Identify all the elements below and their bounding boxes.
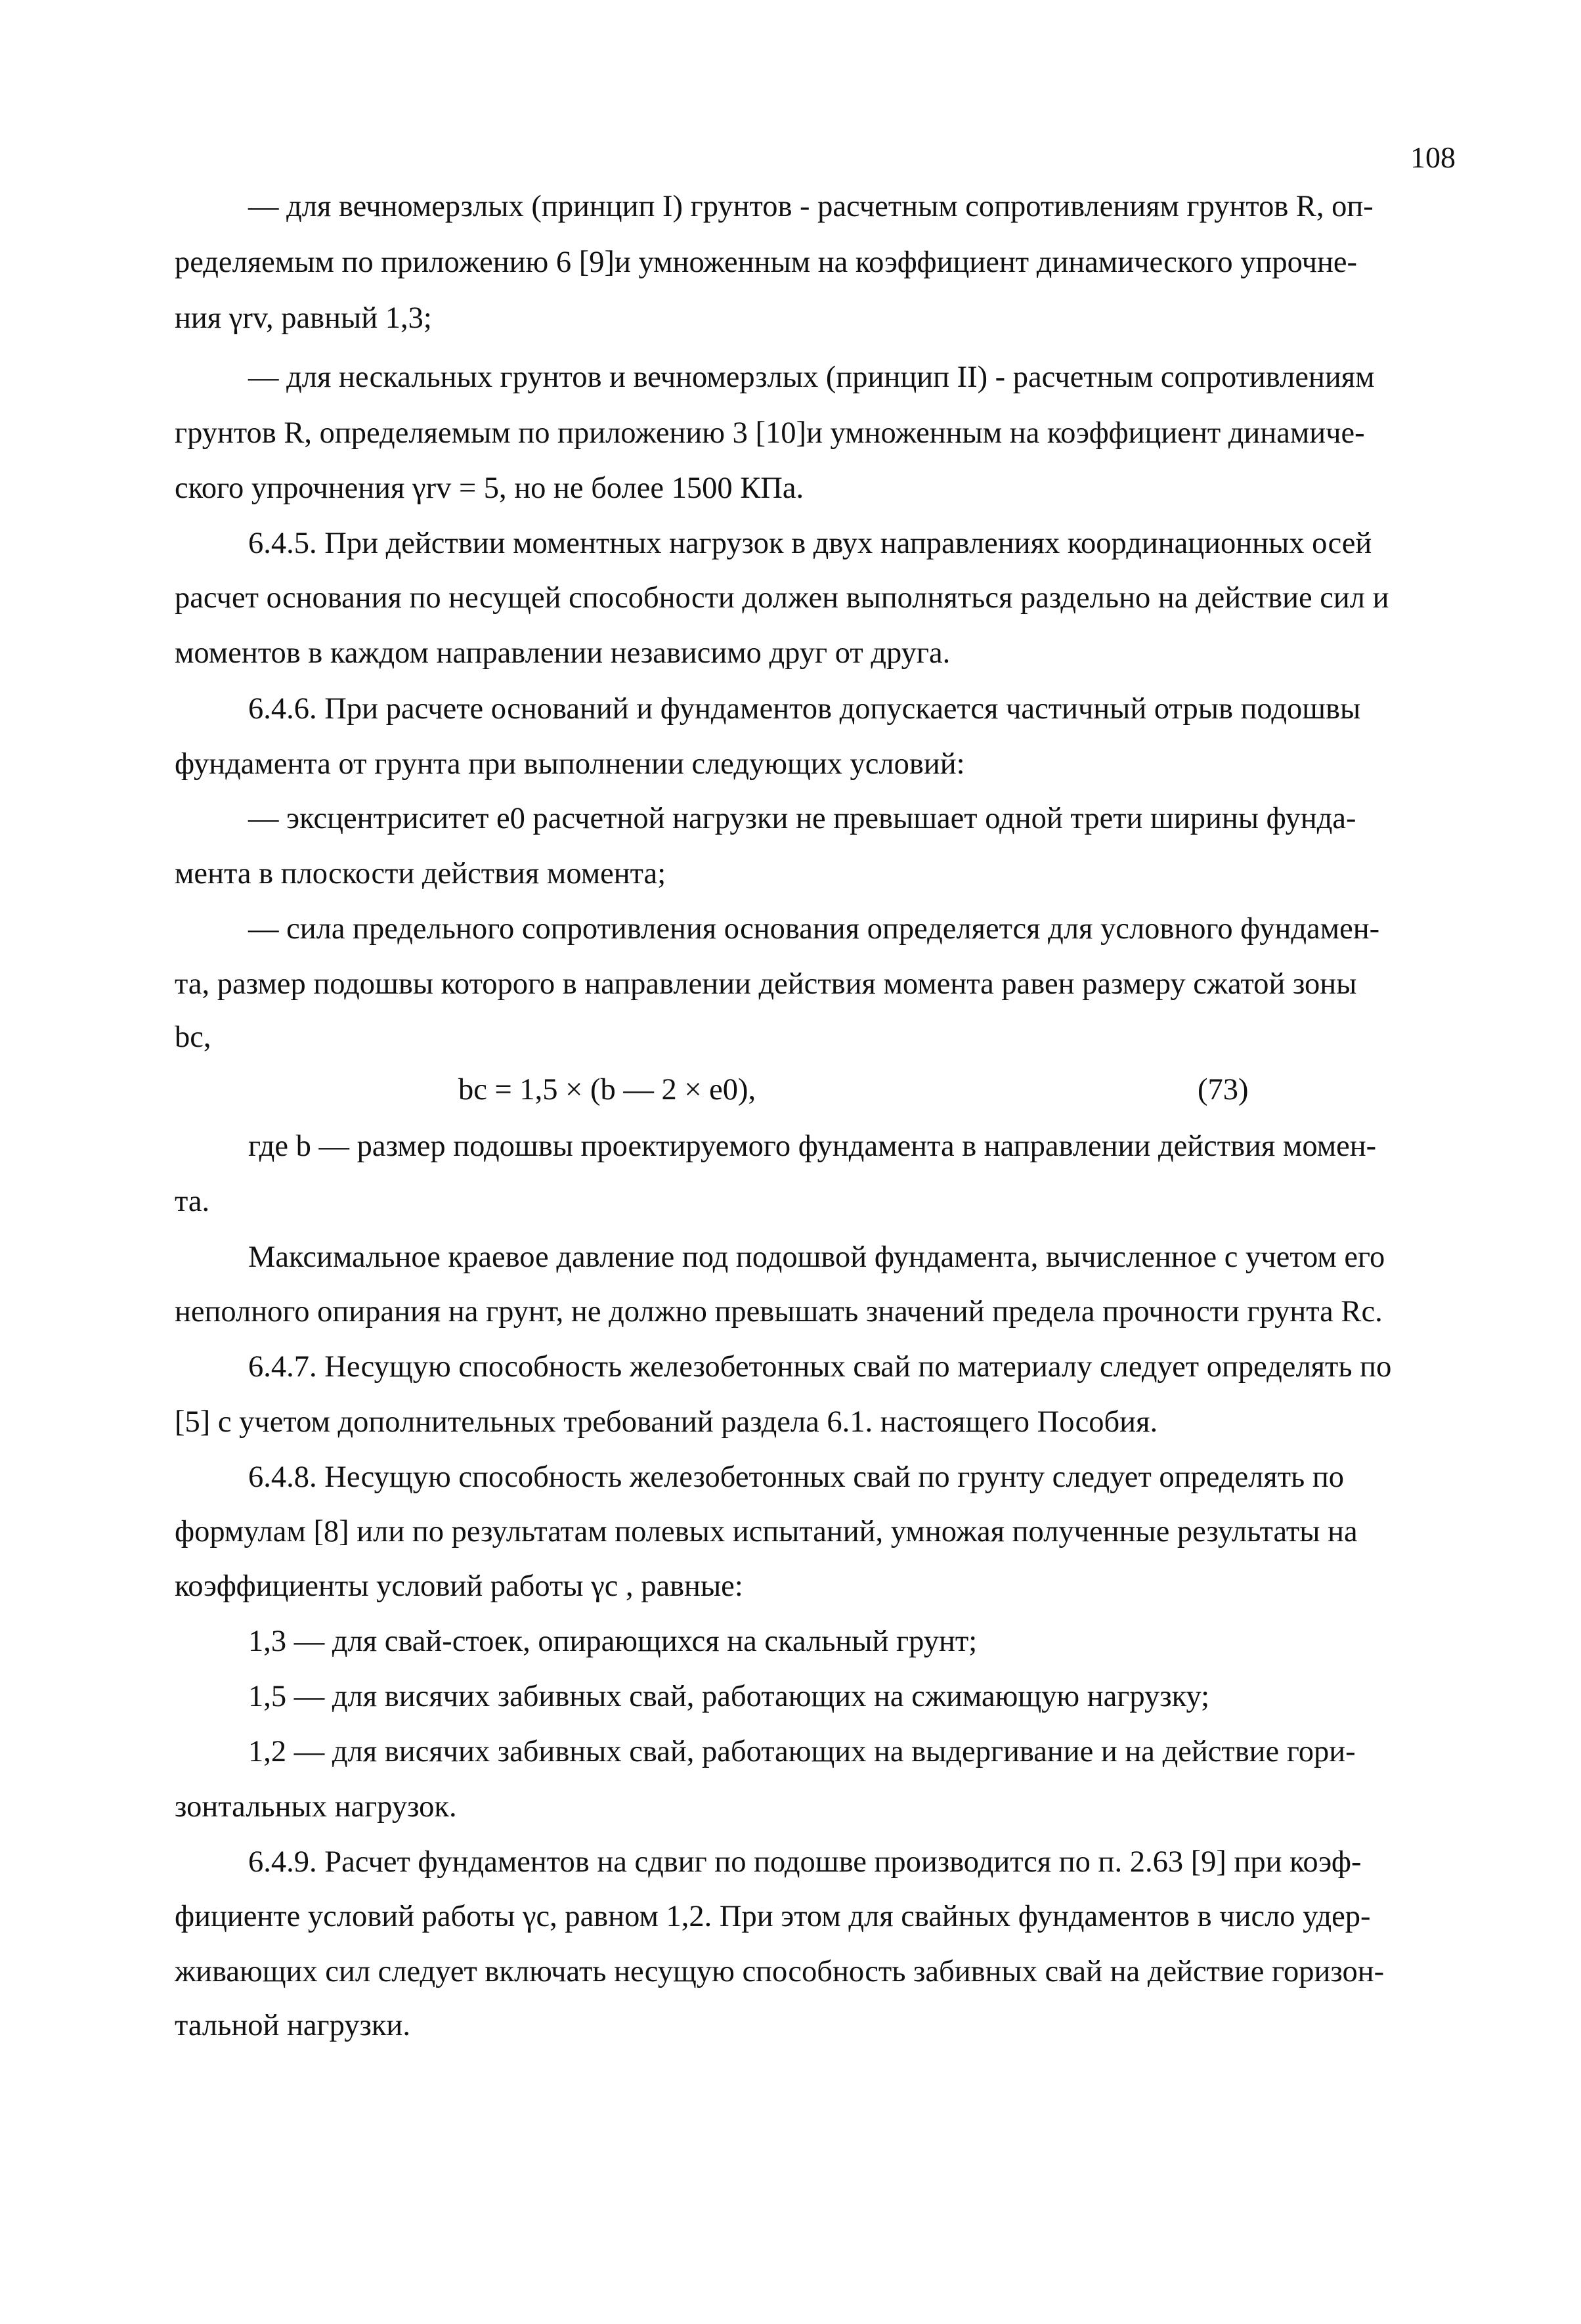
text-line: где b — размер подошвы проектируемого фундамента в направлении действия момен-	[248, 1129, 1377, 1163]
text-line: фундамента от грунта при выполнении следующих условий:	[175, 747, 965, 781]
page-number: 108	[1410, 141, 1456, 174]
text-line: ния γrv, равный 1,3;	[175, 301, 432, 335]
text-line: коэффициенты условий работы γc , равные:	[175, 1569, 743, 1603]
text-line: моментов в каждом направлении независимо друг от друга.	[175, 636, 951, 670]
text-line: живающих сил следует включать несущую способность забивных свай на действие горизон-	[175, 1955, 1385, 1988]
text-line: расчет основания по несущей способности должен выполняться раздельно на действие сил и	[175, 581, 1389, 615]
text-line: неполного опирания на грунт, не должно превышать значений предела прочности грунта Rc.	[175, 1295, 1383, 1328]
text-line: грунтов R, определяемым по приложению 3 [10]и умноженным на коэффициент динамиче-	[175, 416, 1365, 450]
text-line: 6.4.6. При расчете оснований и фундаментов допускается частичный отрыв подошвы	[248, 692, 1361, 726]
text-line: bc,	[175, 1020, 211, 1054]
text-line: 1,5 — для висячих забивных свай, работающих на сжимающую нагрузку;	[248, 1680, 1210, 1713]
text-line: — для вечномерзлых (принцип I) грунтов - расчетным сопротивлениям грунтов R, оп-	[248, 190, 1374, 223]
text-line: 1,3 — для свай-стоек, опирающихся на скальный грунт;	[248, 1625, 978, 1658]
text-line: та.	[175, 1185, 210, 1218]
text-line: — для нескальных грунтов и вечномерзлых (принцип II) - расчетным сопротивлениям	[248, 361, 1375, 394]
formula-number: (73)	[1198, 1073, 1249, 1107]
text-line: Максимальное краевое давление под подошвой фундамента, вычисленное с учетом его	[248, 1240, 1385, 1274]
text-line: 6.4.7. Несущую способность железобетонных свай по материалу следует определять по	[248, 1350, 1392, 1384]
text-line: фициенте условий работы γc, равном 1,2. При этом для свайных фундаментов в число удер-	[175, 1900, 1371, 1933]
text-line: ределяемым по приложению 6 [9]и умноженным на коэффициент динамического упрочне-	[175, 246, 1358, 279]
text-line: 6.4.9. Расчет фундаментов на сдвиг по подошве производится по п. 2.63 [9] при коэф-	[248, 1845, 1362, 1879]
text-line: тальной нагрузки.	[175, 2009, 410, 2042]
text-line: 6.4.8. Несущую способность железобетонных свай по грунту следует определять по	[248, 1460, 1344, 1494]
text-line: 1,2 — для висячих забивных свай, работающих на выдергивание и на действие гори-	[248, 1735, 1356, 1768]
text-line: 6.4.5. При действии моментных нагрузок в двух направлениях координационных осей	[248, 527, 1372, 560]
text-line: — эксцентриситет е0 расчетной нагрузки не превышает одной трети ширины фунда-	[248, 802, 1356, 835]
text-line: та, размер подошвы которого в направлении действия момента равен размеру сжатой зоны	[175, 967, 1357, 1001]
text-line: [5] с учетом дополнительных требований раздела 6.1. настоящего Пособия.	[175, 1405, 1158, 1439]
text-line: формулам [8] или по результатам полевых испытаний, умножая полученные результаты на	[175, 1515, 1358, 1548]
text-line: зонтальных нагрузок.	[175, 1790, 457, 1824]
text-line: мента в плоскости действия момента;	[175, 857, 666, 890]
formula: bc = 1,5 × (b — 2 × e0),	[458, 1073, 756, 1107]
text-line: ского упрочнения γrv = 5, но не более 1500 КПа.	[175, 471, 804, 505]
text-line: — сила предельного сопротивления основания определяется для условного фундамен-	[248, 912, 1380, 946]
